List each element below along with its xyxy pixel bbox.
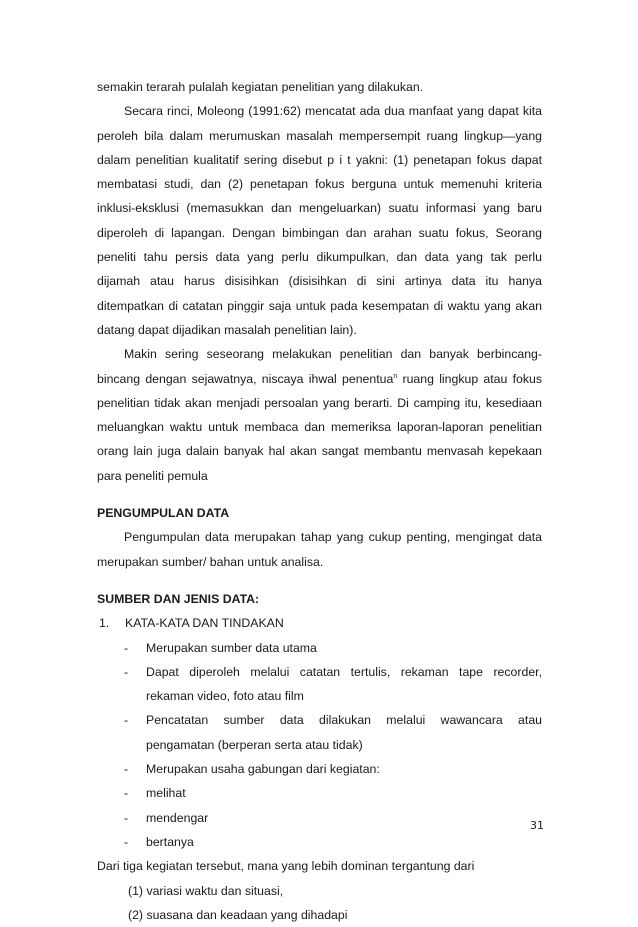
paragraph-continuation: semakin terarah pulalah kegiatan penelitian yang dilakukan. (97, 80, 424, 94)
list-title: KATA-KATA DAN TINDAKAN (125, 616, 284, 631)
superscript-n: n (393, 372, 398, 380)
heading-pengumpulan-data: PENGUMPULAN DATA (97, 506, 230, 521)
body-text (97, 75, 542, 927)
dash-bullet: - (124, 762, 129, 777)
numbered-list (97, 611, 542, 635)
dash-bullet: - (124, 834, 129, 849)
list-item: - bertanya (97, 830, 542, 854)
list-item: - melihat (97, 781, 542, 805)
paragraph-moleong: Secara rinci, Moleong (1991:62) mencatat ada dua manfaat yang dapat kita peroleh bila dalam merumuskan masalah mempersempit ruang lingkup—yang dalam penelitian kualitatif sering disebut p i t yakni: (1) penetapan fokus dapat membatasi studi, dan (2) penetapan fokus berguna untuk memenuhi kriteria inklusi-eksklusi (memasukkan dan mengeluarkan) suatu informasi yang baru diperoleh di lapangan. Dengan bimbingan dan arahan suatu fokus, Seorang peneliti tahu persis data yang perlu dikumpulkan, dan data yang tak perlu dijamah atau harus disisihkan (disisihkan di sini artinya data itu hanya ditempatkan di catatan pinggir saja untuk pada kesempatan di waktu yang akan datang dapat dijadikan masalah penelitian lain). (97, 104, 542, 337)
dash-bullet: - (124, 640, 129, 655)
dash-bullet: - (124, 786, 129, 801)
sub-item: (1) variasi waktu dan situasi, (128, 883, 284, 898)
paragraph-makin-sering-part2: ruang lingkup atau fokus penelitian tidak akan menjadi persoalan yang berarti. Di camping itu, kesediaan meluangkan waktu untuk membaca dan memeriksa laporan-laporan penelitian orang lain juga dalain banyak hal akan sangat membantu menvasah kepekaan para peneliti pemula (97, 371, 542, 483)
dash-list (97, 636, 542, 855)
dash-bullet: - (124, 664, 129, 679)
list-item: - Dapat diperoleh melalui catatan tertulis, rekaman tape recorder, rekaman video, foto atau film (97, 660, 542, 709)
paragraph-pengumpulan-data: Pengumpulan data merupakan tahap yang cukup penting, mengingat data merupakan sumber/ bahan untuk analisa. (97, 530, 542, 569)
list-item: - Merupakan usaha gabungan dari kegiatan: (97, 757, 542, 781)
sub-item: (2) suasana dan keadaan yang dihadapi (128, 907, 348, 922)
list-item: - Pencatatan sumber data dilakukan melalui wawancara atau pengamatan (berperan serta atau tidak) (97, 708, 542, 757)
list-item: - mendengar (97, 806, 542, 830)
list-item: - Merupakan sumber data utama (97, 636, 542, 660)
page-number: 31 (530, 819, 544, 832)
dash-bullet: - (124, 713, 129, 728)
numbered-item (97, 611, 542, 635)
dash-bullet: - (124, 810, 129, 825)
heading-sumber-jenis-data: SUMBER DAN JENIS DATA: (97, 591, 260, 606)
paragraph-makin-sering (97, 342, 542, 488)
paragraph-closing: Dari tiga kegiatan tersebut, mana yang lebih dominan tergantung dari (97, 859, 475, 874)
paragraph-makin-sering-part1: Makin sering seseorang melakukan penelitian dan banyak berbincang-bincang dengan sejawatnya, niscaya ihwal penentua (97, 347, 542, 386)
list-number: 1. (99, 616, 110, 631)
